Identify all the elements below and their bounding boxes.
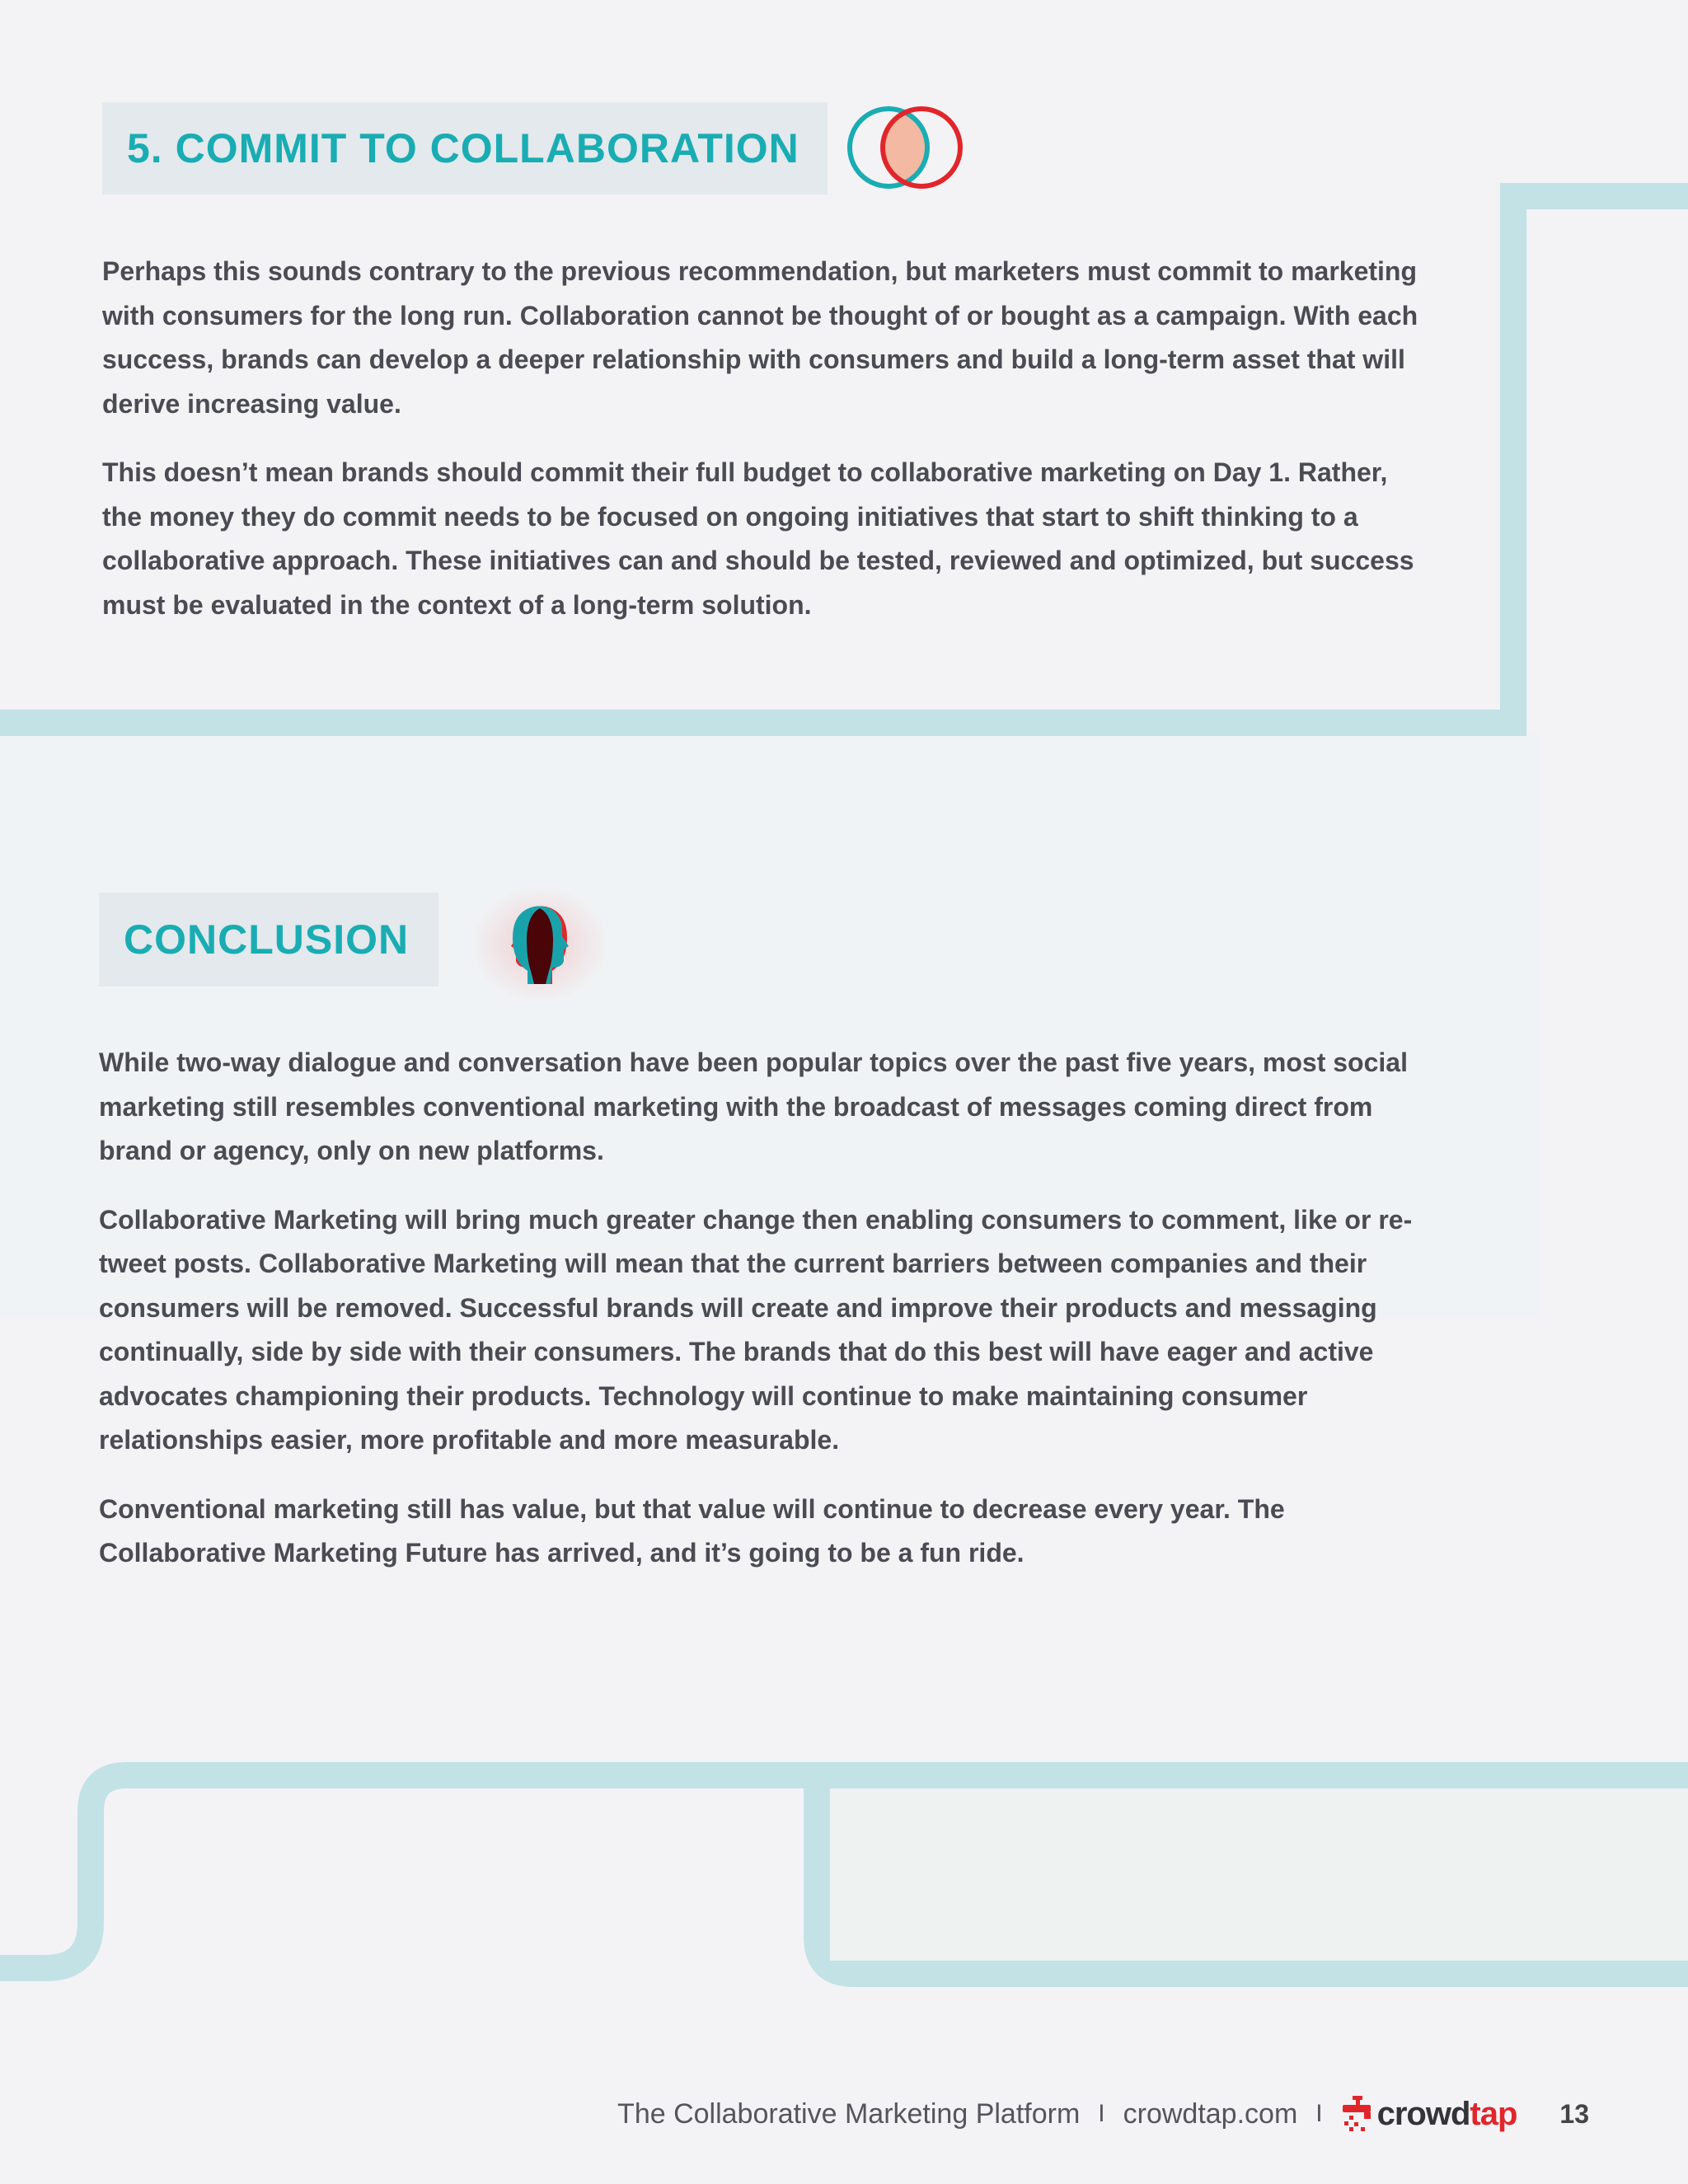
footer-website-link[interactable]: crowdtap.com — [1123, 2097, 1298, 2130]
paragraph: Conventional marketing still has value, but that value will continue to decrease every year. The Collaborative Marketing Future has arrived, and it’s going to be a fun ride. — [99, 1493, 1285, 1568]
logo-wordmark: crowdtap — [1376, 2095, 1517, 2132]
conclusion-body — [99, 1041, 1418, 1601]
bottom-right-box — [830, 1788, 1688, 1961]
overlapping-circles-icon — [846, 102, 969, 193]
conclusion-title-text: CONCLUSION — [124, 916, 410, 963]
crowdtap-logo — [1341, 2094, 1517, 2134]
faucet-icon — [1341, 2094, 1377, 2134]
footer-separator: I — [1315, 2100, 1323, 2127]
two-heads-icon — [470, 879, 610, 1002]
paragraph: Perhaps this sounds contrary to the previous recommendation, but marketers must commit to marketing with consumers for the long run. Collaboration cannot be thought of or bought as a campaign. With each success, brands can develop a deeper relationship with consumers and build a long-term asset that will derive increasing value. — [102, 256, 1418, 419]
footer-separator: I — [1098, 2100, 1105, 2127]
section-title-text: 5. COMMIT TO COLLABORATION — [127, 125, 799, 171]
paragraph: Collaborative Marketing will bring much greater change then enabling consumers to comment, like or re-tweet posts. Collaborative Marketing will mean that the current barriers between companies and their consumers will be removed. Successful brands will create and improve their products and messaging continually, side by side with their consumers. The brands that do this best will have eager and active advocates championing their products. Technology will continue to make maintaining consumer relationships easier, more profitable and more measurable. — [99, 1204, 1413, 1455]
footer — [617, 2089, 1589, 2139]
paragraph: While two-way dialogue and conversation have been popular topics over the past five years, most social marketing still resembles conventional marketing with the broadcast of messages coming direct from brand or agency, only on new platforms. — [99, 1047, 1408, 1165]
section-title — [102, 102, 828, 194]
paragraph: This doesn’t mean brands should commit their full budget to collaborative marketing on Day 1. Rather, the money they do commit needs to be focused on ongoing initiatives that start to shift thinking to a collaborative approach. These initiatives can and should be tested, reviewed and optimized, but success must be evaluated in the context of a long-term solution. — [102, 457, 1414, 620]
conclusion-title — [99, 893, 438, 987]
footer-platform: The Collaborative Marketing Platform — [617, 2097, 1081, 2130]
section-body — [102, 250, 1421, 652]
page-number: 13 — [1559, 2098, 1589, 2129]
